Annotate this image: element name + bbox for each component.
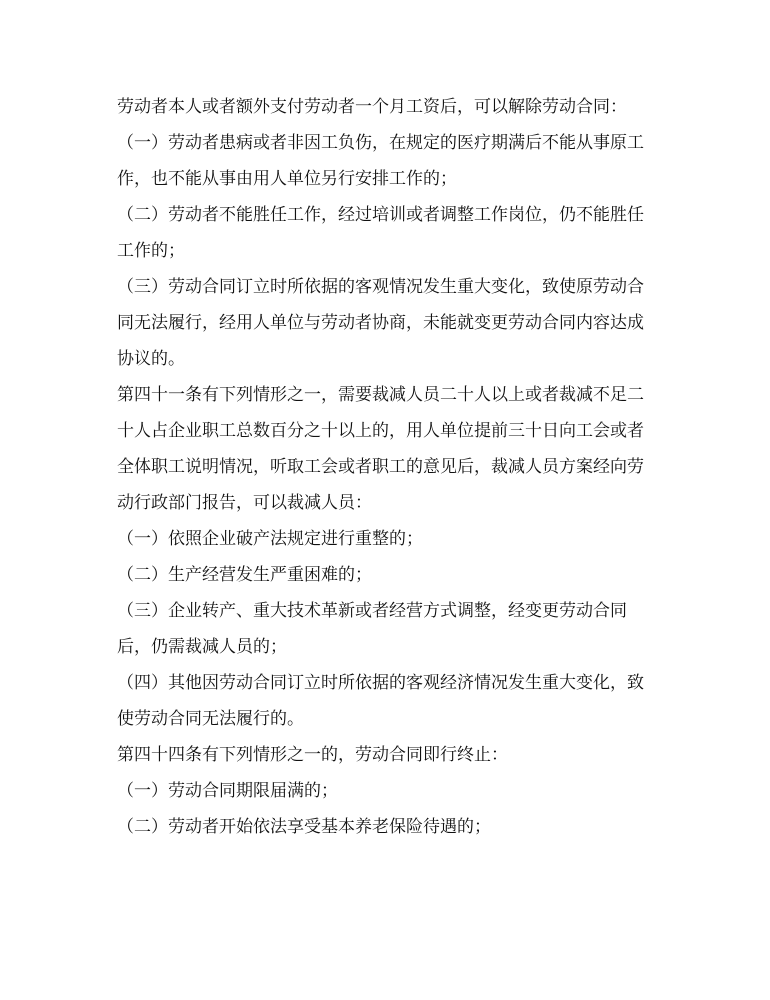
document-body [117, 89, 647, 845]
paragraph-article-41: 第四十一条有下列情形之一，需要裁减人员二十人以上或者裁减不足二十人占企业职工总数百分之十以上的，用人单位提前三十日向工会或者全体职工说明情况，听取工会或者职工的意见后，裁减人员方案经向劳动行政部门报告，可以裁减人员： [117, 385, 644, 513]
paragraph-item-illness: （一）劳动者患病或者非因工负伤，在规定的医疗期满后不能从事原工作，也不能从事由用人单位另行安排工作的； [117, 133, 644, 189]
paragraph-article-44: 第四十四条有下列情形之一的，劳动合同即行终止： [117, 745, 508, 765]
paragraph-item-restructuring: （三）企业转产、重大技术革新或者经营方式调整，经变更劳动合同后，仍需裁减人员的； [117, 601, 627, 657]
paragraph-item-contract-expired: （一）劳动合同期限届满的； [117, 781, 338, 801]
paragraph-item-bankruptcy: （一）依照企业破产法规定进行重整的； [117, 529, 423, 549]
paragraph-item-incompetence: （二）劳动者不能胜任工作，经过培训或者调整工作岗位，仍不能胜任工作的； [117, 205, 644, 261]
paragraph-item-business-difficulty: （二）生产经营发生严重困难的； [117, 565, 372, 585]
paragraph-item-circumstance-change: （三）劳动合同订立时所依据的客观情况发生重大变化，致使原劳动合同无法履行，经用人单位与劳动者协商，未能就变更劳动合同内容达成协议的。 [117, 277, 644, 369]
paragraph-termination-intro: 劳动者本人或者额外支付劳动者一个月工资后，可以解除劳动合同： [117, 97, 627, 117]
paragraph-item-economic-change: （四）其他因劳动合同订立时所依据的客观经济情况发生重大变化，致使劳动合同无法履行的。 [117, 673, 644, 729]
paragraph-item-pension: （二）劳动者开始依法享受基本养老保险待遇的； [117, 817, 491, 837]
